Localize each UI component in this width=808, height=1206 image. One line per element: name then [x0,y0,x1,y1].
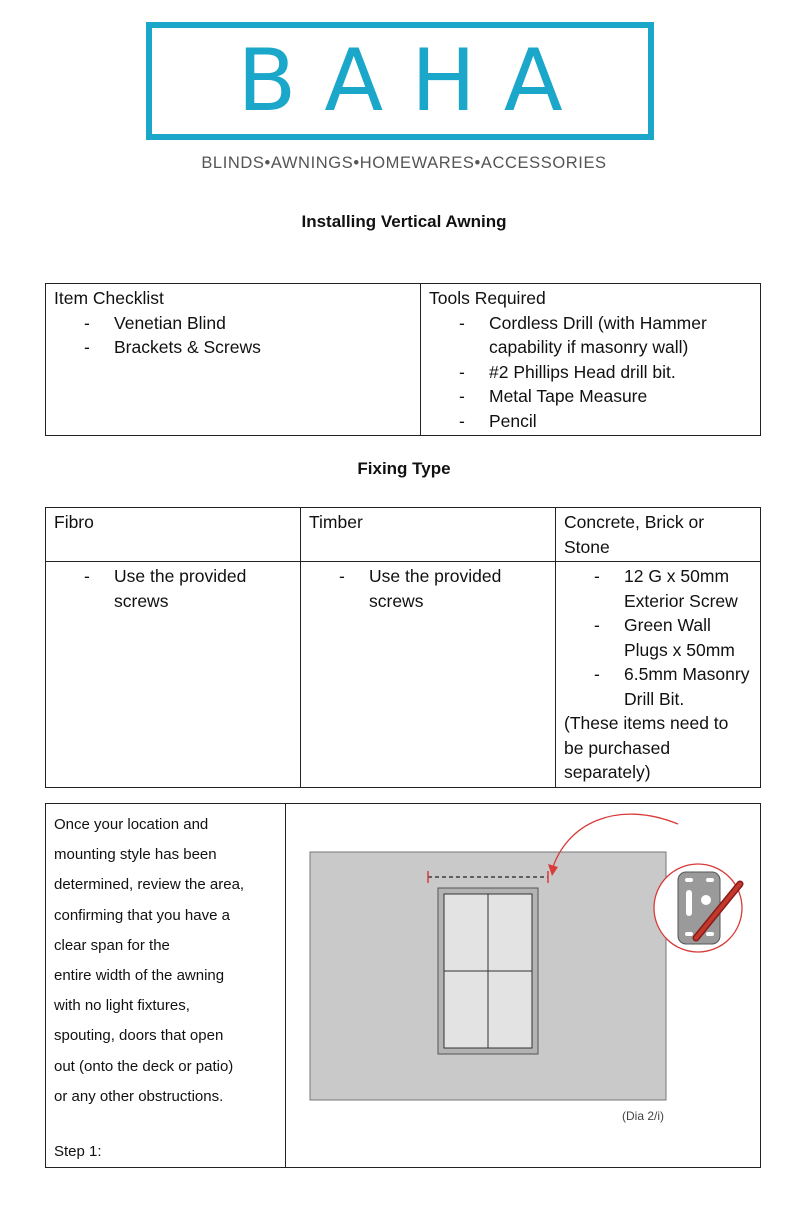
instruction-line: determined, review the area, [54,876,245,894]
list-item: - Venetian Blind [54,311,412,336]
list-item: - Use the provided screws [54,564,292,613]
brand-logo [146,22,654,140]
step-1-diagram-cell [286,804,761,1168]
instruction-line: mounting style has been [54,846,217,864]
window-illustration [438,888,538,1054]
list-item: - Metal Tape Measure [429,384,752,409]
step-1-instructions [46,804,285,1167]
item-checklist-header: Item Checklist [54,288,164,308]
instruction-line: or any other obstructions. [54,1087,224,1105]
step-1-table [45,803,761,1168]
list-item: - #2 Phillips Head drill bit. [429,360,752,385]
instruction-line: with no light fixtures, [54,997,190,1015]
step-1-label: Step 1: [54,1143,102,1161]
list-item: - Green Wall Plugs x 50mm [564,613,752,662]
tools-required-list [429,311,752,434]
diagram-caption: (Dia 2/i) [621,1109,664,1123]
item-checklist-list [54,311,412,360]
instruction-line: entire width of the awning [54,967,225,985]
checklist-table [45,283,761,436]
instruction-line: spouting, doors that open [54,1027,224,1045]
concrete-header: Concrete, Brick or Stone [556,508,761,562]
tools-required-cell [421,284,761,436]
fibro-header: Fibro [46,508,301,562]
list-item: - Cordless Drill (with Hammer capability if masonry wall) [429,311,752,360]
instruction-line: confirming that you have a [54,906,230,924]
concrete-note: (These items need to be purchased separately) [564,713,729,782]
page-title: Installing Vertical Awning [301,212,507,231]
timber-header: Timber [301,508,556,562]
list-item: - Pencil [429,409,752,434]
instruction-line: Once your location and [54,816,209,833]
list-item: - 12 G x 50mm Exterior Screw [564,564,752,613]
timber-cell [301,562,556,788]
logo-wordmark: BAHA [237,31,591,131]
fixing-type-table [45,507,761,788]
instruction-line: out (onto the deck or patio) [54,1057,234,1075]
fibro-cell [46,562,301,788]
step-1-text-cell [46,804,286,1168]
concrete-cell [556,562,761,788]
list-item: - 6.5mm Masonry Drill Bit. [564,662,752,711]
bracket-detail-icon [654,864,742,952]
wall-diagram [286,804,760,1156]
list-item: - Use the provided screws [309,564,547,613]
tools-required-header: Tools Required [429,288,546,308]
logo-tagline: BLINDS•AWNINGS•HOMEWARES•ACCESSORIES [201,154,607,172]
item-checklist-cell [46,284,421,436]
fixing-type-title: Fixing Type [357,459,451,478]
list-item: - Brackets & Screws [54,335,412,360]
instruction-line: clear span for the [54,936,170,954]
